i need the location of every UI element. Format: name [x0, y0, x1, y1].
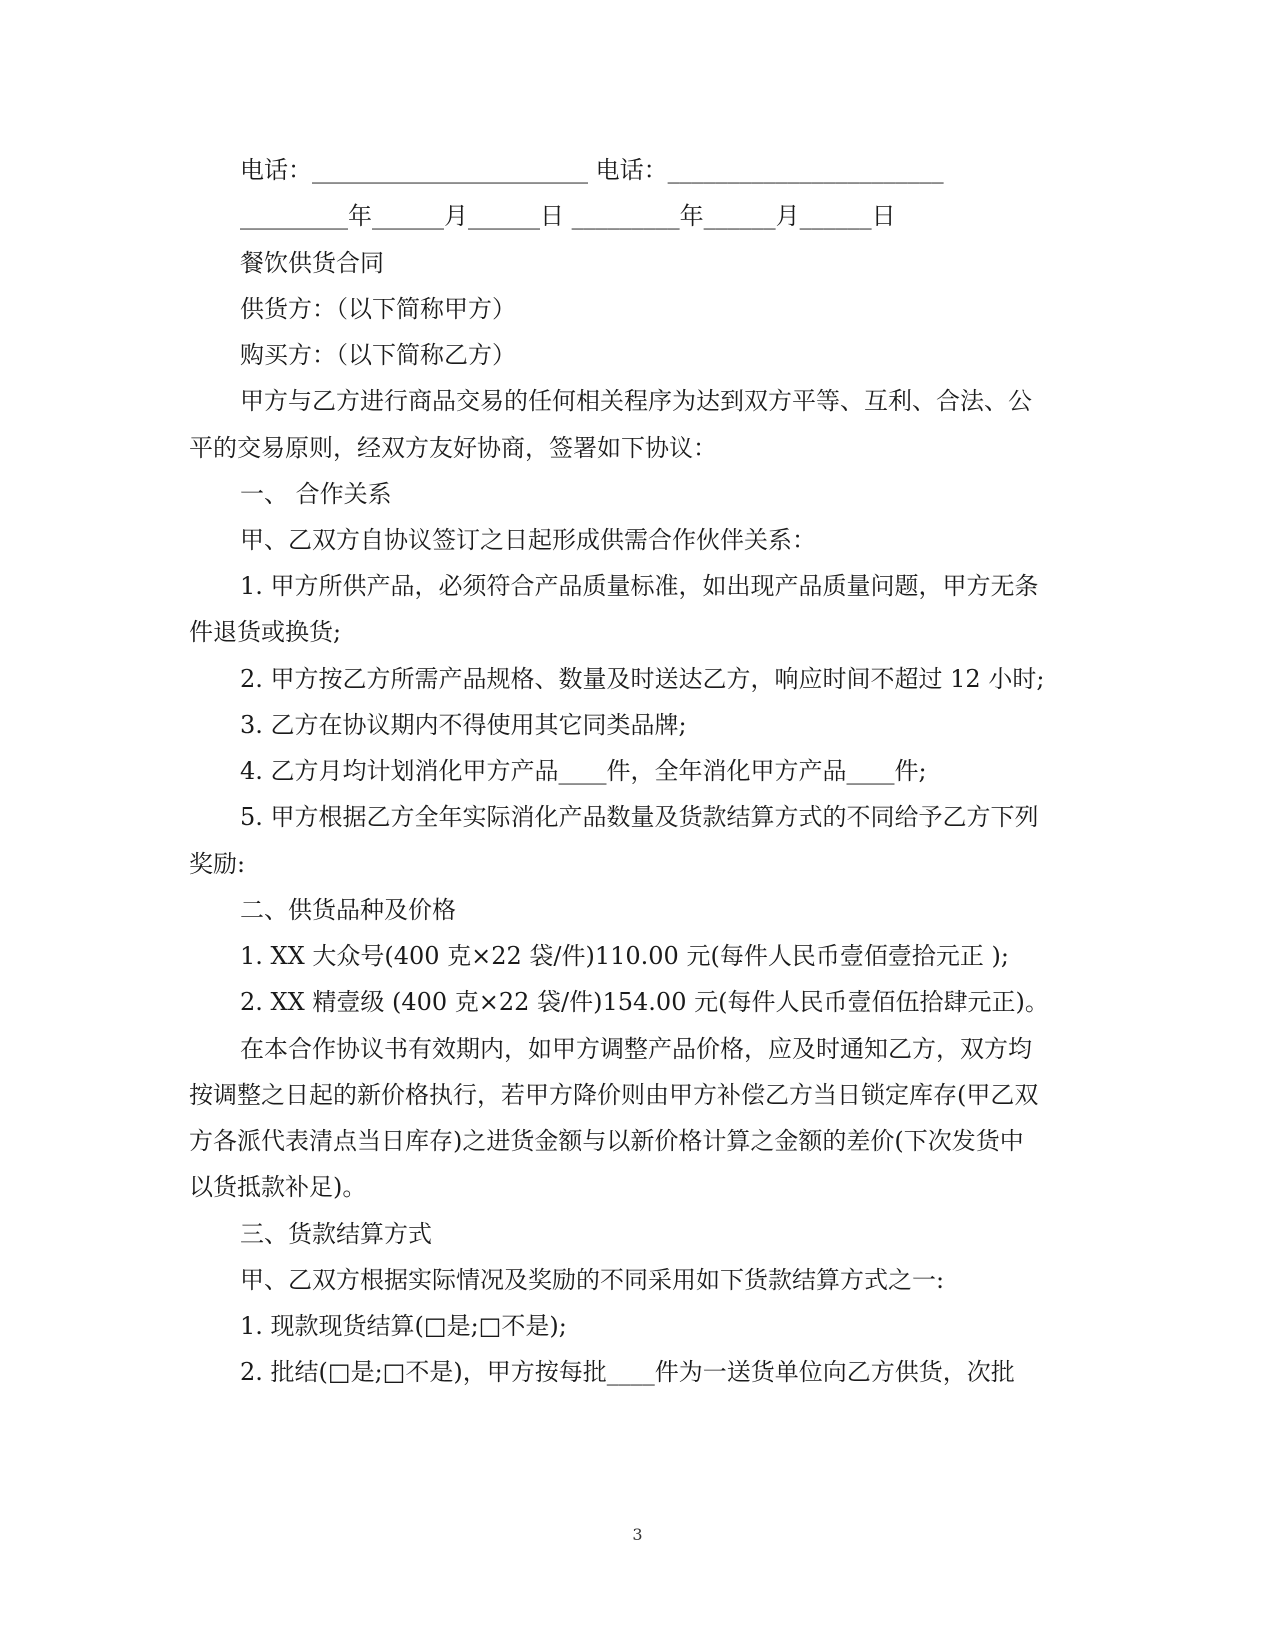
section2-para-line-4: 以货抵款补足)。 [189, 1173, 367, 1201]
contract-title: 餐饮供货合同 [240, 249, 384, 277]
section1-item5-line-2: 奖励: [189, 850, 246, 878]
intro-line-1: 甲方与乙方进行商品交易的任何相关程序为达到双方平等、互利、合法、公 [240, 387, 1032, 415]
section1-item1-line-2: 件退货或换货; [189, 618, 342, 646]
section1-heading: 一、 合作关系 [240, 480, 392, 508]
section1-intro: 甲、乙双方自协议签订之日起形成供需合作伙伴关系： [240, 526, 816, 554]
section2-para-line-1: 在本合作协议书有效期内，如甲方调整产品价格，应及时通知乙方，双方均 [240, 1035, 1032, 1063]
section3-heading: 三、货款结算方式 [240, 1220, 432, 1248]
section2-para-line-3: 方各派代表清点当日库存)之进货金额与以新价格计算之金额的差价(下次发货中 [189, 1127, 1024, 1155]
intro-line-2: 平的交易原则，经双方友好协商，签署如下协议： [189, 434, 717, 462]
section1-item4: 4. 乙方月均计划消化甲方产品____件，全年消化甲方产品____件; [240, 757, 927, 785]
section2-item2: 2. XX 精壹级 (400 克×22 袋/件)154.00 元(每件人民币壹佰伍拾肆元正)。 [240, 988, 1049, 1016]
section3-item2: 2. 批结(□是;□不是)，甲方按每批____件为一送货单位向乙方供货，次批 [240, 1358, 1015, 1386]
section3-item1: 1. 现款现货结算(□是;□不是); [240, 1312, 567, 1340]
phone-line: 电话：_______________________ 电话：_______________________ [240, 156, 944, 184]
section2-item1: 1. XX 大众号(400 克×22 袋/件)110.00 元(每件人民币壹佰壹拾元正 ); [240, 942, 1009, 970]
date-line: _________年______月______日 _________年______月______日 [240, 202, 896, 230]
supplier-line: 供货方：（以下简称甲方） [240, 295, 516, 323]
section3-intro: 甲、乙双方根据实际情况及奖励的不同采用如下货款结算方式之一: [240, 1266, 945, 1294]
section2-heading: 二、供货品种及价格 [240, 896, 456, 924]
buyer-line: 购买方：（以下简称乙方） [240, 341, 516, 369]
section1-item3: 3. 乙方在协议期内不得使用其它同类品牌; [240, 711, 687, 739]
section1-item5-line-1: 5. 甲方根据乙方全年实际消化产品数量及货款结算方式的不同给予乙方下列 [240, 803, 1039, 831]
section1-item1-line-1: 1. 甲方所供产品，必须符合产品质量标准，如出现产品质量问题，甲方无条 [240, 572, 1039, 600]
page-number: 3 [632, 1525, 643, 1544]
section1-item2: 2. 甲方按乙方所需产品规格、数量及时送达乙方，响应时间不超过 12 小时; [240, 665, 1045, 693]
section2-para-line-2: 按调整之日起的新价格执行，若甲方降价则由甲方补偿乙方当日锁定库存(甲乙双 [189, 1081, 1039, 1109]
